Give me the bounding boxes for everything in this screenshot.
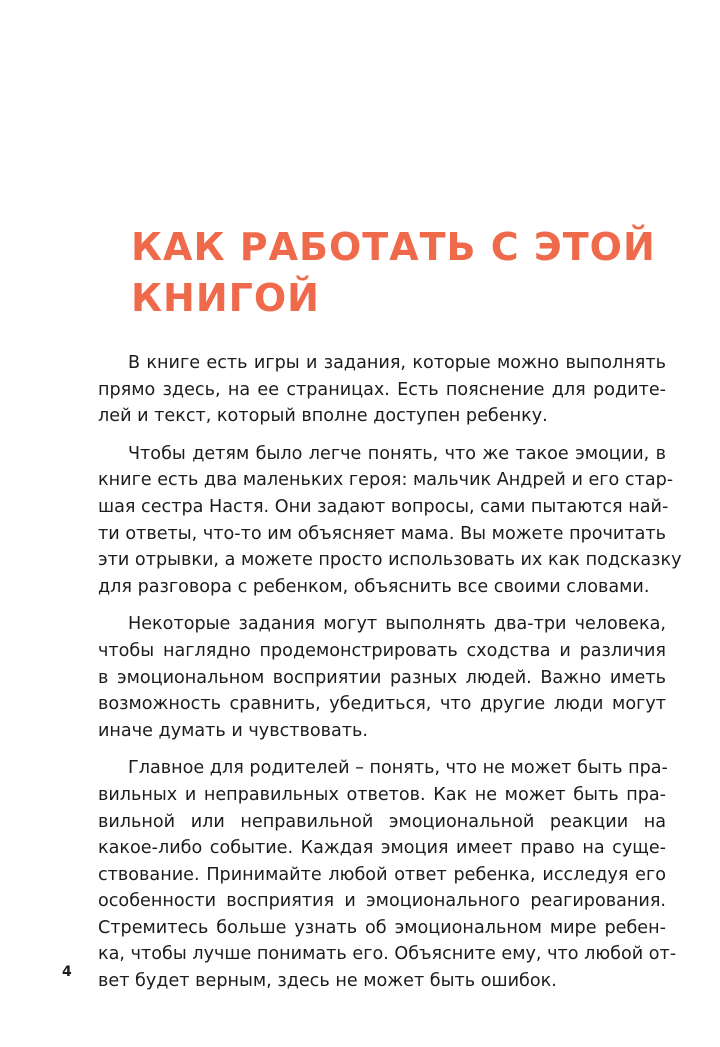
page-number: 4 — [62, 964, 72, 980]
paragraph-1 — [98, 350, 666, 430]
text-line: в эмоциональном восприятии разных людей. Важно иметь — [98, 667, 666, 688]
heading-line-1: КАК РАБОТАТЬ С ЭТОЙ — [131, 225, 656, 269]
text-line: прямо здесь, на ее страницах. Есть пояснение для родите- — [98, 379, 666, 400]
section-heading — [131, 222, 656, 324]
text-line: Главное для родителей – понять, что не может быть пра- — [128, 758, 668, 779]
text-line: чтобы наглядно продемонстрировать сходства и различия — [98, 640, 666, 661]
body-text — [98, 350, 682, 1006]
paragraph-3 — [98, 611, 666, 744]
heading-line-2: КНИГОЙ — [131, 276, 320, 320]
text-line: В книге есть игры и задания, которые можно выполнять — [128, 353, 666, 373]
text-line: особенности восприятия и эмоционального реагирования. — [98, 891, 666, 912]
text-line: ка, чтобы лучше понимать его. Объясните ему, что любой от- — [98, 944, 677, 965]
paragraph-4 — [98, 755, 677, 994]
text-line: какое-либо событие. Каждая эмоция имеет право на суще- — [98, 838, 666, 859]
text-line: эти отрывки, а можете просто использовать их как подсказку — [98, 550, 682, 571]
text-line: Некоторые задания могут выполнять два-три человека, — [128, 614, 666, 635]
text-line: возможность сравнить, убедиться, что другие люди могут — [98, 694, 666, 715]
text-line: вильных и неправильных ответов. Как не может быть пра- — [98, 784, 666, 805]
text-line: ти ответы, что-то им объясняет мама. Вы можете прочитать — [98, 523, 666, 544]
text-line: ствование. Принимайте любой ответ ребенка, исследуя его — [98, 864, 666, 885]
text-line: лей и текст, который вполне доступен ребенку. — [98, 406, 548, 427]
text-line: для разговора с ребенком, объяснить все своими словами. — [98, 576, 650, 597]
text-line: шая сестра Настя. Они задают вопросы, сами пытаются най- — [98, 496, 669, 517]
text-line: вильной или неправильной эмоциональной реакции на — [98, 811, 666, 832]
text-line: Чтобы детям было легче понять, что же такое эмоции, в — [128, 443, 666, 464]
text-line: книге есть два маленьких героя: мальчик Андрей и его стар- — [98, 470, 674, 491]
paragraph-2 — [98, 441, 682, 601]
text-line: вет будет верным, здесь не может быть ошибок. — [98, 971, 557, 992]
text-line: Стремитесь больше узнать об эмоциональном мире ребен- — [98, 917, 666, 938]
text-line: иначе думать и чувствовать. — [98, 720, 368, 741]
